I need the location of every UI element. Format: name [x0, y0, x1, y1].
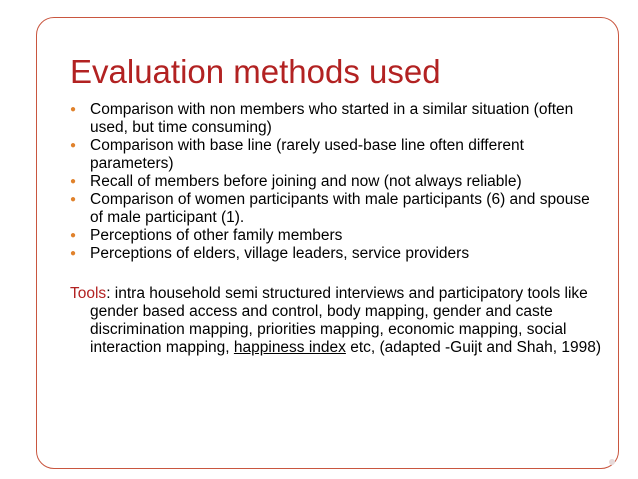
- tools-label: Tools: [70, 285, 107, 302]
- bullet-icon: ●: [70, 176, 77, 187]
- bullet-icon: ●: [70, 104, 77, 115]
- tools-text-before: : intra household semi structured interviews and participatory tools like gender based access and control, body mapping, gender and caste discrimination mapping, priorities mapping, economic mapping, social interaction mapping,: [90, 285, 588, 356]
- bullet-icon: ●: [70, 140, 77, 151]
- tools-paragraph: [70, 285, 620, 357]
- bullet-text: Comparison of women participants with male participants (6) and spouse of male participant (1).: [90, 191, 590, 226]
- bullet-icon: ●: [70, 248, 77, 259]
- bullet-item-recall-of-members: [70, 173, 600, 191]
- bullet-text: Perceptions of elders, village leaders, service providers: [90, 245, 470, 262]
- bullet-text: Perceptions of other family members: [90, 227, 343, 244]
- corner-dot: [609, 459, 615, 465]
- happiness-index-underlined-text: happiness index: [233, 339, 346, 356]
- bullet-icon: ●: [70, 194, 77, 205]
- bullet-item-elders-perceptions: [70, 245, 600, 263]
- tools-text-after: etc, (adapted -Guijt and Shah, 1998): [345, 339, 601, 356]
- bullet-list: [70, 101, 600, 263]
- bullet-item-family-perceptions: [70, 227, 600, 245]
- bullet-item-comparison-non-members: [70, 101, 600, 137]
- bullet-text: Comparison with non members who started in a similar situation (often used, but time consuming): [90, 101, 574, 136]
- bullet-text: Comparison with base line (rarely used-base line often different parameters): [90, 137, 524, 172]
- bullet-icon: ●: [70, 230, 77, 241]
- bullet-text: Recall of members before joining and now (not always reliable): [90, 173, 522, 190]
- bullet-item-women-vs-male-participants: [70, 191, 600, 227]
- bullet-item-comparison-base-line: [70, 137, 600, 173]
- slide-title: Evaluation methods used: [70, 53, 441, 90]
